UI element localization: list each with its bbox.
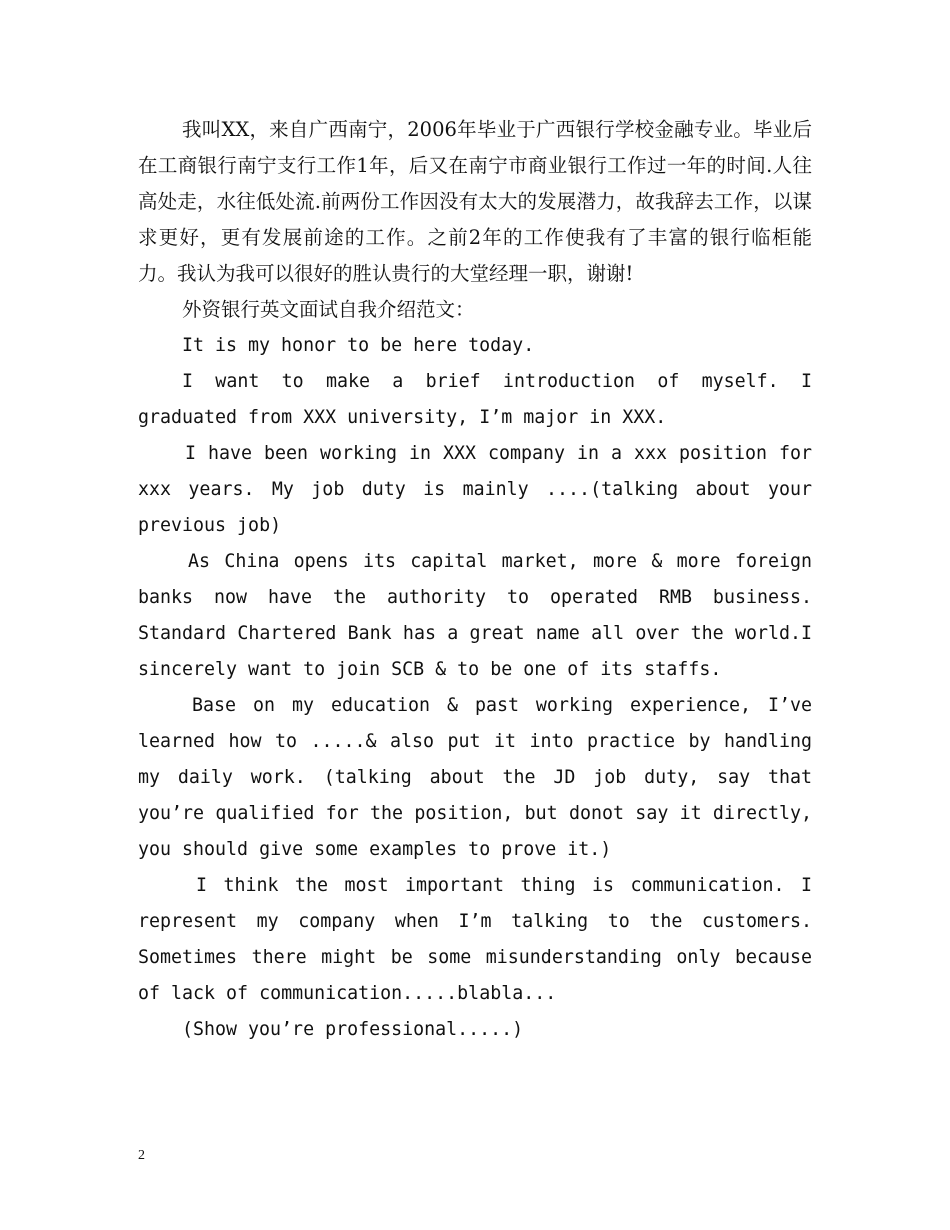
paragraph-motivation: As China opens its capital market, more & more foreign banks now have the authority to operated RMB business. Standard Chartered Bank has a great name all over the world.I sincerely want to join SCB & to be one of its staffs. bbox=[138, 551, 812, 680]
paragraph-communication: I think the most important thing is communication. I represent my company when I’m talking to the customers. Sometimes there might be some misunderstanding only because of lack of communication.....blabla... bbox=[138, 875, 812, 1004]
paragraph-heading-chinese: 外资银行英文面试自我介绍范文： bbox=[182, 298, 475, 321]
paragraph-qualification: Base on my education & past working experience, I’ve learned how to .....& also put it into practice by handling my daily work. (talking about the JD job duty, say that you’re qualified for the position, but donot say it directly, you should give some examples to prove it.) bbox=[138, 695, 812, 860]
paragraph-honor: It is my honor to be here today. bbox=[182, 335, 535, 356]
document-body bbox=[138, 112, 812, 1048]
paragraph-intro-chinese: 我叫XX，来自广西南宁，2006年毕业于广西银行学校金融专业。毕业后在工商银行南宁支行工作1年，后又在南宁市商业银行工作过一年的时间.人往高处走，水往低处流.前两份工作因没有太大的发展潜力，故我辞去工作，以谋求更好，更有发展前途的工作。之前2年的工作使我有了丰富的银行临柜能力。我认为我可以很好的胜认贵行的大堂经理一职，谢谢! bbox=[138, 118, 812, 285]
page-number: 2 bbox=[138, 1148, 145, 1163]
paragraph-introduction: I want to make a brief introduction of myself. I graduated from XXX university, I’m major in XXX. bbox=[138, 371, 812, 428]
paragraph-closing: (Show you’re professional.....) bbox=[182, 1019, 524, 1040]
paragraph-work-experience: I have been working in XXX company in a xxx position for xxx years. My job duty is mainly ....(talking about your previous job) bbox=[138, 443, 812, 536]
